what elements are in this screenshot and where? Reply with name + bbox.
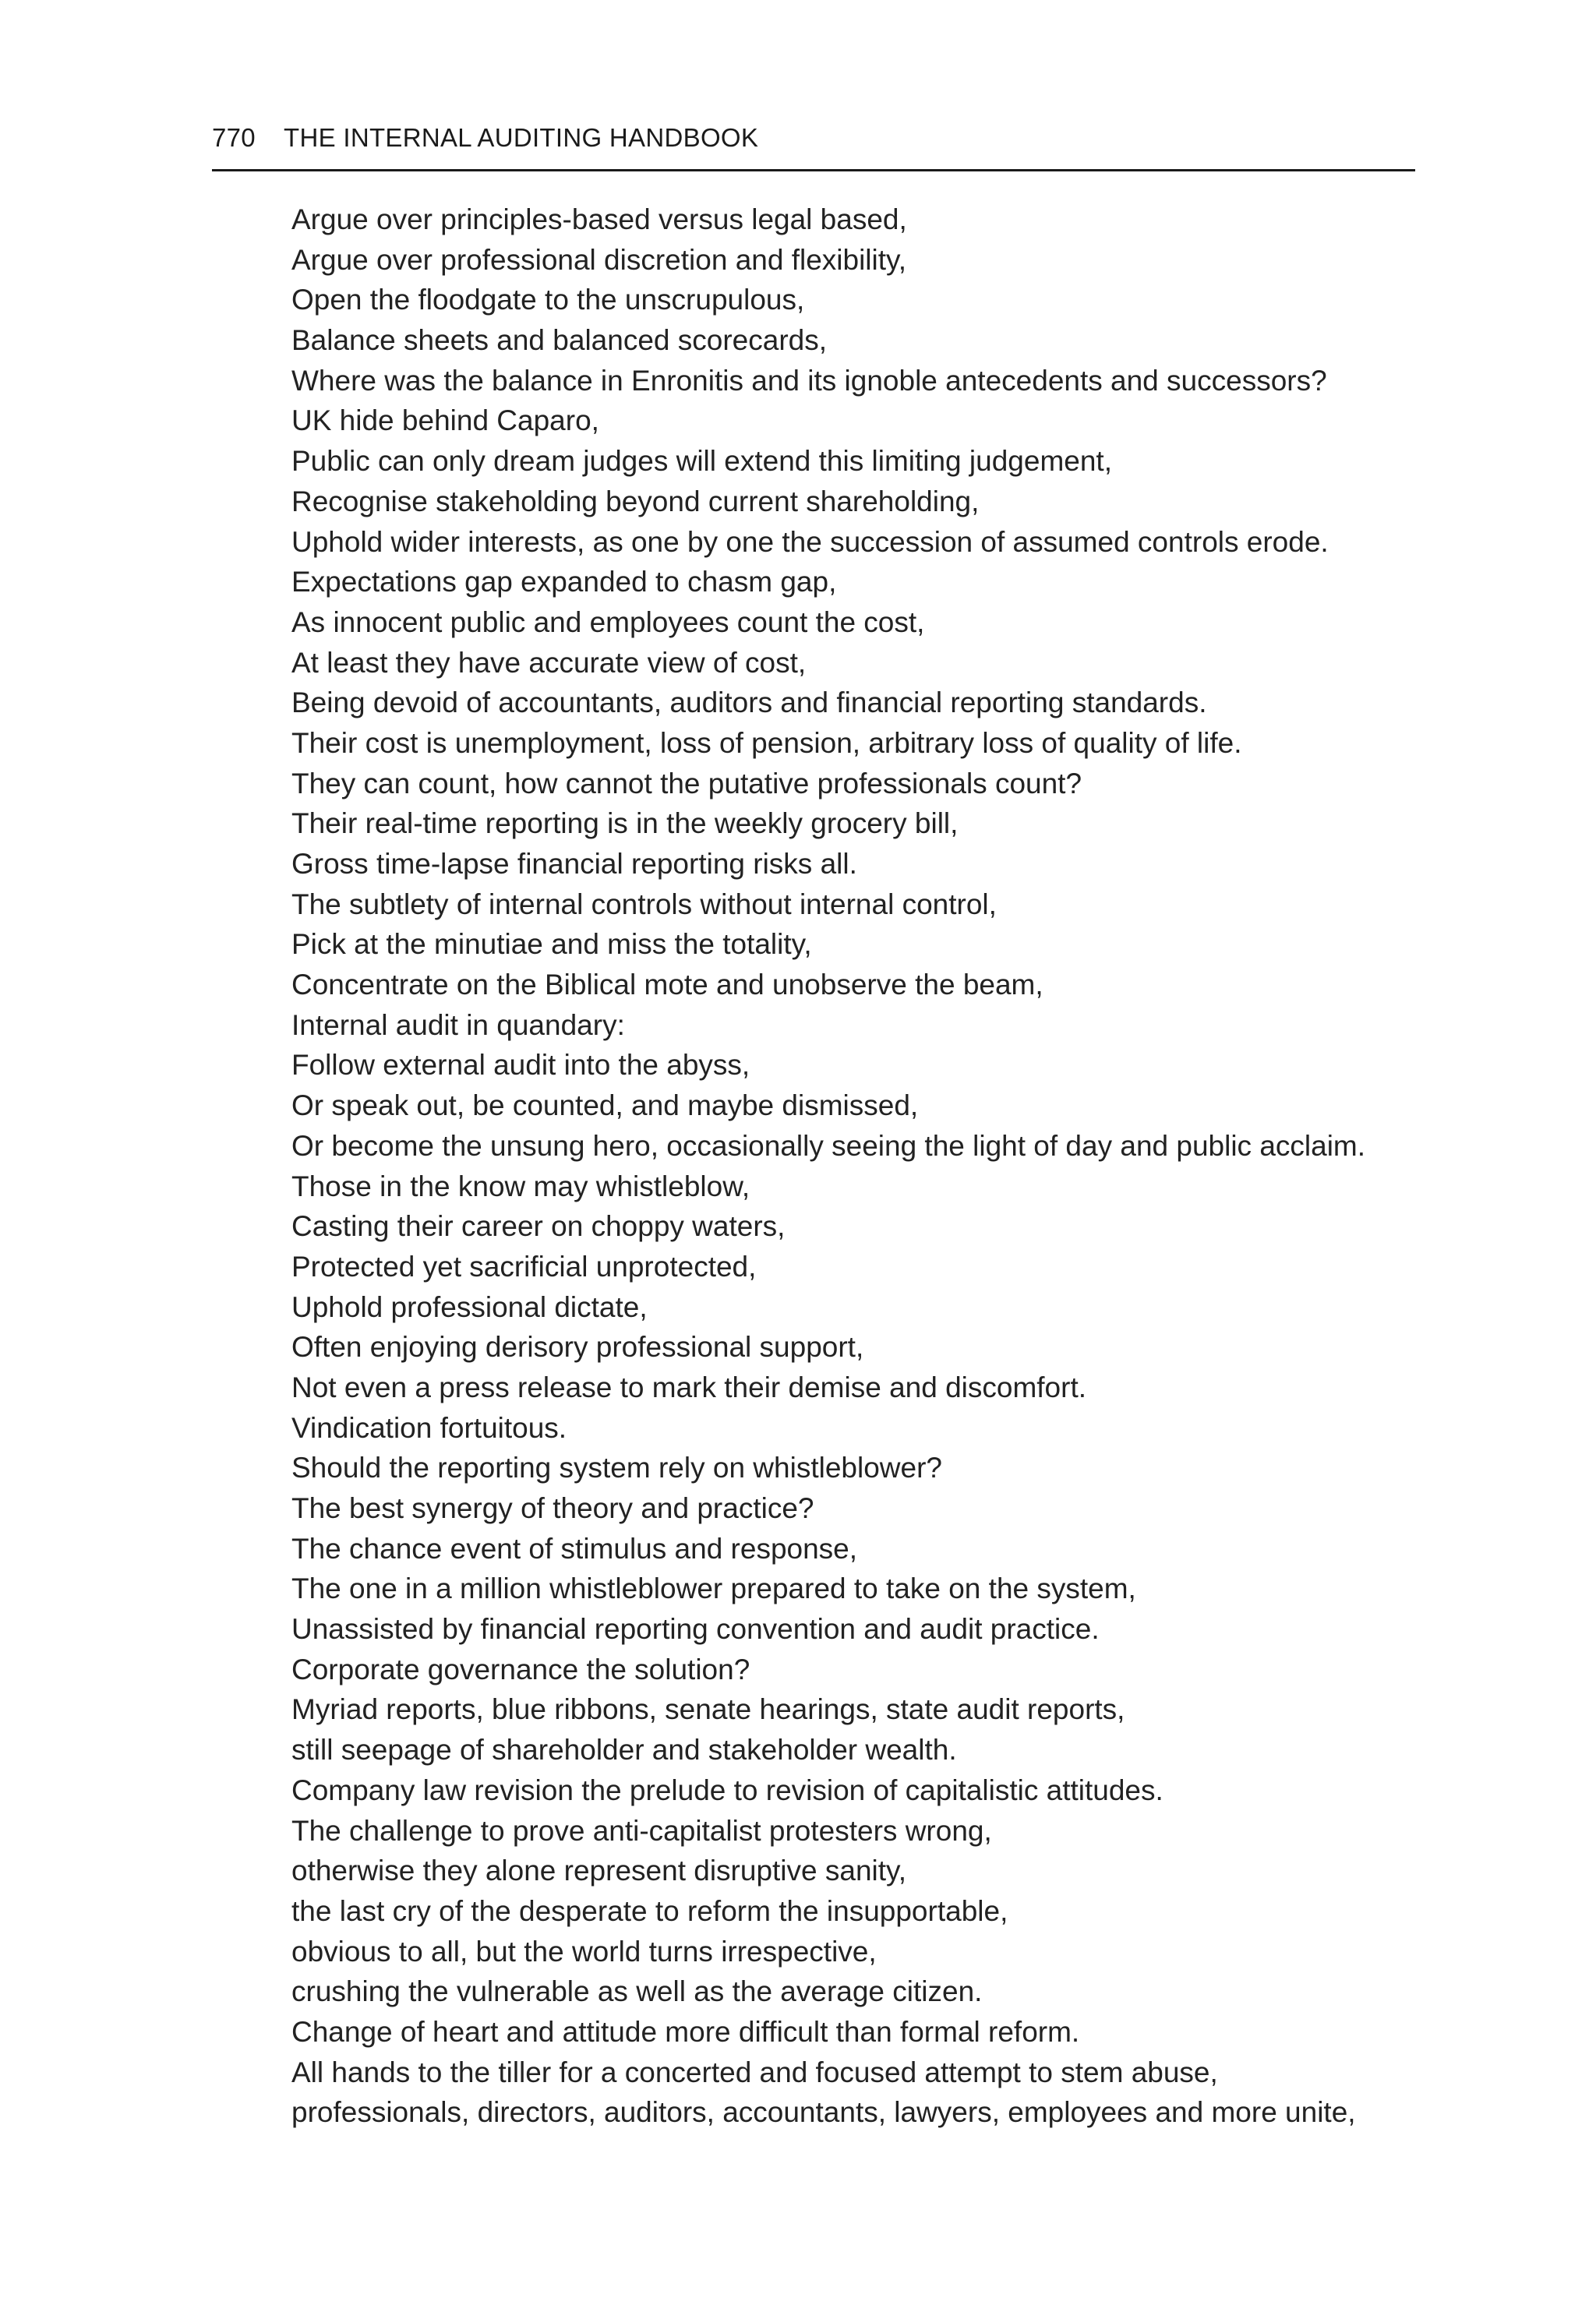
poem-line: The challenge to prove anti-capitalist protesters wrong, bbox=[291, 1814, 992, 1847]
running-title: THE INTERNAL AUDITING HANDBOOK bbox=[284, 123, 759, 152]
poem-line: still seepage of shareholder and stakeholder wealth. bbox=[291, 1734, 957, 1767]
poem-line: The one in a million whistleblower prepared to take on the system, bbox=[291, 1572, 1136, 1605]
poem-line: Uphold professional dictate, bbox=[291, 1290, 648, 1323]
poem-line: the last cry of the desperate to reform the insupportable, bbox=[291, 1894, 1008, 1927]
poem-line: The best synergy of theory and practice? bbox=[291, 1492, 814, 1524]
poem-line: At least they have accurate view of cost, bbox=[291, 646, 807, 679]
poem-line: Pick at the minutiae and miss the totality, bbox=[291, 928, 812, 961]
page-header bbox=[212, 117, 1415, 171]
poem-line: Argue over professional discretion and flexibility, bbox=[291, 243, 907, 276]
poem-line: Protected yet sacrificial unprotected, bbox=[291, 1250, 757, 1283]
poem-line: Or become the unsung hero, occasionally seeing the light of day and public acclaim. bbox=[291, 1129, 1366, 1162]
page-number: 770 bbox=[212, 123, 256, 152]
poem-line: Expectations gap expanded to chasm gap, bbox=[291, 566, 837, 598]
poem-line: otherwise they alone represent disruptive sanity, bbox=[291, 1855, 907, 1887]
poem-line: UK hide behind Caparo, bbox=[291, 404, 599, 437]
poem-line: Or speak out, be counted, and maybe dismissed, bbox=[291, 1089, 919, 1122]
poem-line: Those in the know may whistleblow, bbox=[291, 1170, 750, 1202]
poem-line: Concentrate on the Biblical mote and unobserve the beam, bbox=[291, 969, 1043, 1001]
poem-text bbox=[291, 199, 1445, 2133]
poem-line: Where was the balance in Enronitis and its ignoble antecedents and successors? bbox=[291, 364, 1327, 397]
poem-line: Corporate governance the solution? bbox=[291, 1653, 750, 1685]
poem-line: Casting their career on choppy waters, bbox=[291, 1210, 786, 1243]
poem-line: The subtlety of internal controls without internal control, bbox=[291, 888, 997, 920]
poem-line: Myriad reports, blue ribbons, senate hearings, state audit reports, bbox=[291, 1693, 1125, 1726]
poem-line: Change of heart and attitude more difficult than formal reform. bbox=[291, 2015, 1080, 2048]
poem-line: Being devoid of accountants, auditors and financial reporting standards. bbox=[291, 687, 1207, 719]
poem-line: All hands to the tiller for a concerted and focused attempt to stem abuse, bbox=[291, 2056, 1218, 2088]
poem-line: Open the floodgate to the unscrupulous, bbox=[291, 284, 805, 316]
poem-line: professionals, directors, auditors, accountants, lawyers, employees and more unite, bbox=[291, 2096, 1356, 2129]
poem-line: Argue over principles-based versus legal based, bbox=[291, 203, 907, 235]
poem-line: Recognise stakeholding beyond current shareholding, bbox=[291, 485, 980, 517]
poem-line: Gross time-lapse financial reporting risks all. bbox=[291, 848, 857, 880]
poem-line: Their cost is unemployment, loss of pension, arbitrary loss of quality of life. bbox=[291, 726, 1242, 759]
poem-line: Not even a press release to mark their demise and discomfort. bbox=[291, 1371, 1087, 1403]
poem-line: As innocent public and employees count the cost, bbox=[291, 605, 925, 638]
poem-line: Unassisted by financial reporting convention and audit practice. bbox=[291, 1613, 1100, 1646]
poem-line: Public can only dream judges will extend this limiting judgement, bbox=[291, 445, 1112, 478]
poem-line: Follow external audit into the abyss, bbox=[291, 1049, 750, 1082]
poem-line: crushing the vulnerable as well as the average citizen. bbox=[291, 1975, 983, 2008]
poem-line: Their real-time reporting is in the weekly grocery bill, bbox=[291, 807, 959, 840]
poem-line: Often enjoying derisory professional support, bbox=[291, 1331, 864, 1364]
poem-line: Should the reporting system rely on whistleblower? bbox=[291, 1452, 942, 1484]
poem-line: Company law revision the prelude to revision of capitalistic attitudes. bbox=[291, 1774, 1163, 1806]
poem-line: Vindication fortuitous. bbox=[291, 1411, 567, 1444]
poem-line: The chance event of stimulus and response, bbox=[291, 1532, 858, 1565]
poem-line: Balance sheets and balanced scorecards, bbox=[291, 324, 827, 357]
poem-line: Uphold wider interests, as one by one the succession of assumed controls erode. bbox=[291, 525, 1329, 558]
poem-line: obvious to all, but the world turns irrespective, bbox=[291, 1935, 877, 1968]
poem-line: Internal audit in quandary: bbox=[291, 1008, 625, 1041]
poem-line: They can count, how cannot the putative professionals count? bbox=[291, 767, 1082, 799]
